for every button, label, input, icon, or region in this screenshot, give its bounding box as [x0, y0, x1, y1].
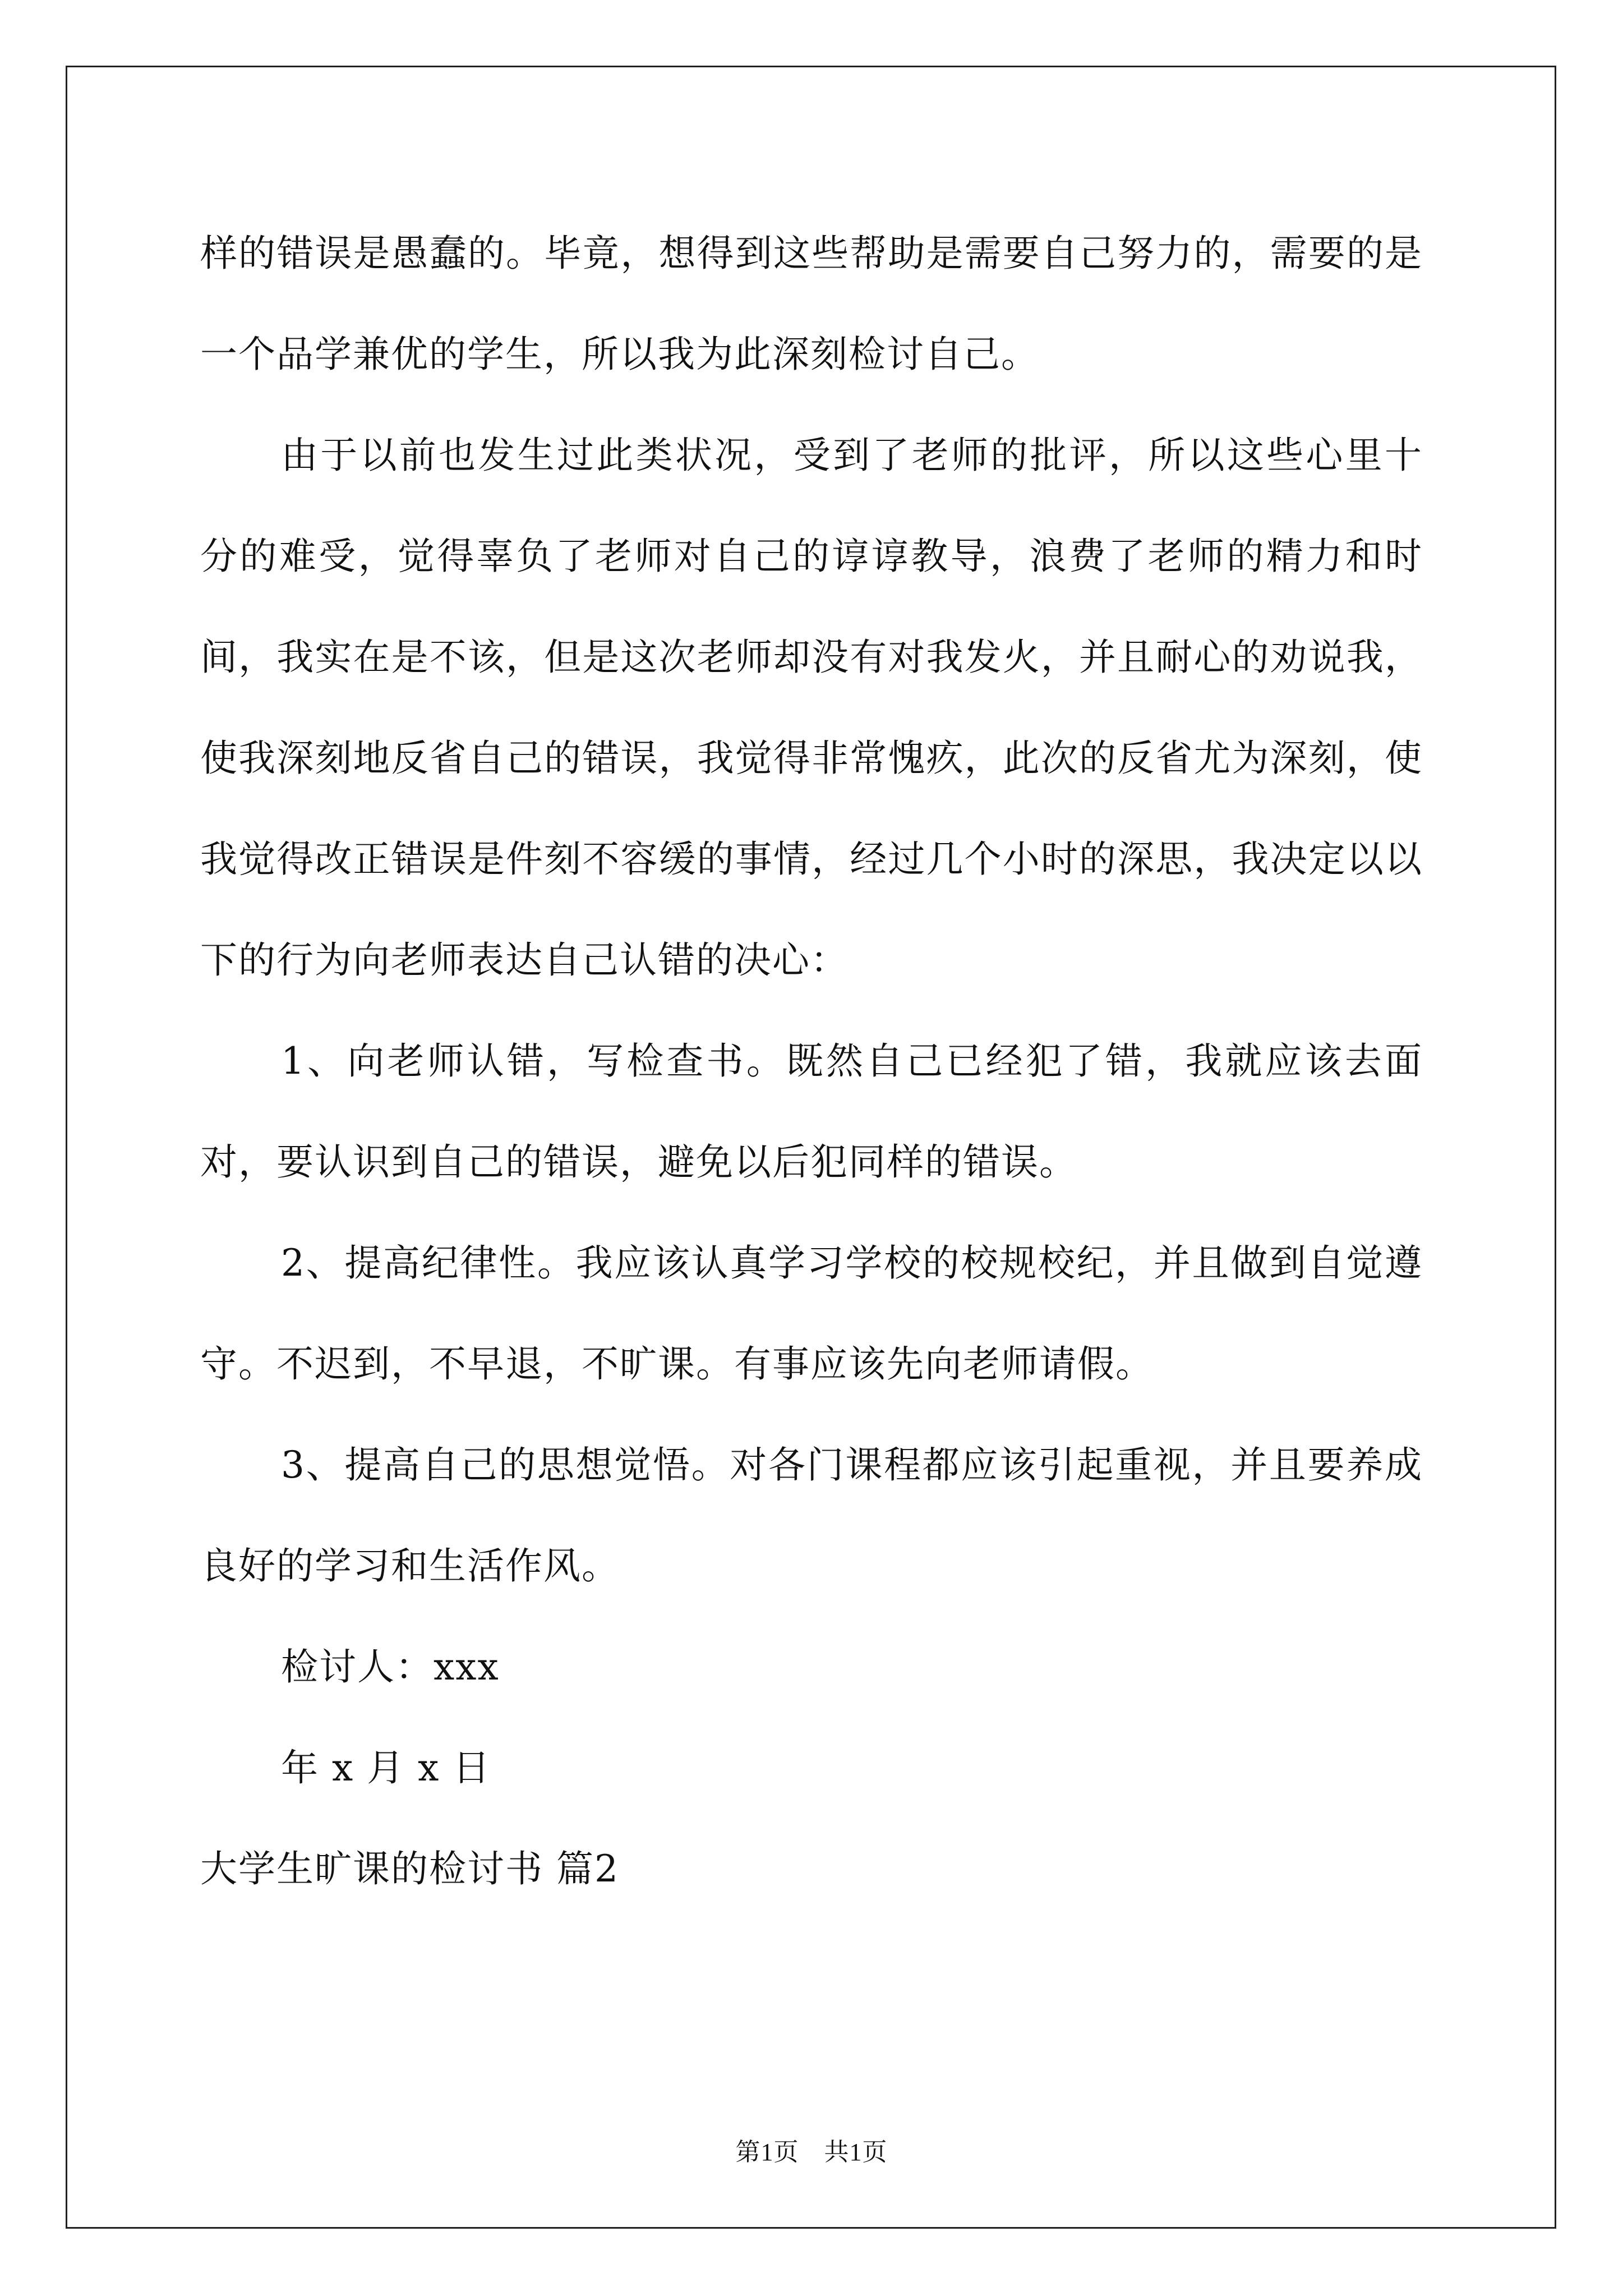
paragraph-3: 1、向老师认错，写检查书。既然自己已经犯了错，我就应该去面对，要认识到自己的错误，避免以后犯同样的错误。: [200, 1039, 1423, 1184]
page-footer: 第1页 共1页: [735, 2138, 888, 2166]
section-heading: 大学生旷课的检讨书 篇2: [200, 1847, 619, 1890]
paragraph-5: 3、提高自己的思想觉悟。对各门课程都应该引起重视，并且要养成良好的学习和生活作风。: [200, 1443, 1423, 1588]
date-line: 年 x 月 x 日: [281, 1746, 491, 1789]
paragraph-1: 样的错误是愚蠢的。毕竟，想得到这些帮助是需要自己努力的，需要的是一个品学兼优的学生，所以我为此深刻检讨自己。: [200, 232, 1423, 376]
signature-line: 检讨人：xxx: [281, 1645, 500, 1688]
paragraph-4: 2、提高纪律性。我应该认真学习学校的校规校纪，并且做到自觉遵守。不迟到，不早退，不旷课。有事应该先向老师请假。: [200, 1241, 1423, 1386]
document-body: [200, 203, 1423, 1920]
paragraph-2: 由于以前也发生过此类状况，受到了老师的批评，所以这些心里十分的难受，觉得辜负了老师对自己的谆谆教导，浪费了老师的精力和时间，我实在是不该，但是这次老师却没有对我发火，并且耐心的劝说我，使我深刻地反省自己的错误，我觉得非常愧疚，此次的反省尤为深刻，使我觉得改正错误是件刻不容缓的事情，经过几个小时的深思，我决定以以下的行为向老师表达自己认错的决心：: [200, 434, 1423, 982]
